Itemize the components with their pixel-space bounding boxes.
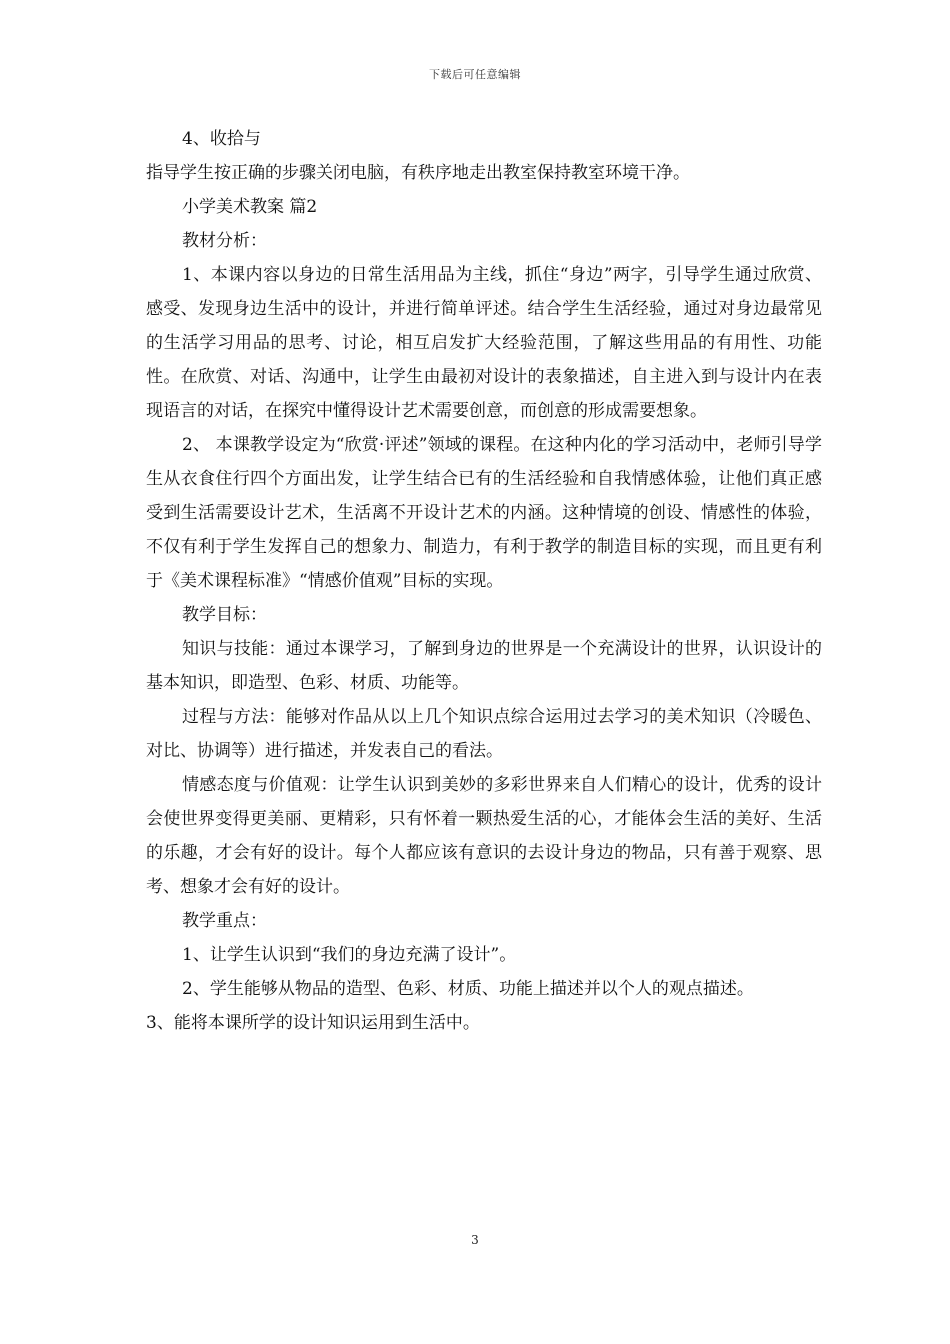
document-body <box>146 122 822 1040</box>
section-title: 小学美术教案 篇2 <box>182 197 318 217</box>
paragraph: 情感态度与价值观：让学生认识到美妙的多彩世界来自人们精心的设计，优秀的设计会使世界变得更美丽、更精彩，只有怀着一颗热爱生活的心，才能体会生活的美好、生活的乐趣，才会有好的设计。每个人都应该有意识的去设计身边的物品，只有善于观察、思考、想象才会有好的设计。 <box>146 775 822 897</box>
heading-material-analysis: 教材分析： <box>182 231 267 251</box>
paragraph: 2、 本课教学设定为“欣赏·评述”领域的课程。在这种内化的学习活动中，老师引导学生从衣食住行四个方面出发，让学生结合已有的生活经验和自我情感体验，让他们真正感受到生活需要设计艺术，生活离不开设计艺术的内涵。这种情境的创设、情感性的体验，不仅有利于学生发挥自己的想象力、制造力，有利于教学的制造目标的实现，而且更有利于《美术课程标准》“情感价值观”目标的实现。 <box>146 435 822 591</box>
paragraph: 指导学生按正确的步骤关闭电脑，有秩序地走出教室保持教室环境干净。 <box>146 163 690 183</box>
paragraph: 过程与方法：能够对作品从以上几个知识点综合运用过去学习的美术知识（冷暖色、对比、协调等）进行描述，并发表自己的看法。 <box>146 707 822 761</box>
section-item-4: 4、收拾与 <box>182 129 261 149</box>
heading-teaching-goals: 教学目标： <box>182 605 267 625</box>
list-item: 3、能将本课所学的设计知识运用到生活中。 <box>146 1013 480 1033</box>
paragraph: 1、本课内容以身边的日常生活用品为主线，抓住“身边”两字，引导学生通过欣赏、感受、发现身边生活中的设计，并进行简单评述。结合学生生活经验，通过对身边最常见的生活学习用品的思考、讨论，相互启发扩大经验范围，了解这些用品的有用性、功能性。在欣赏、对话、沟通中，让学生由最初对设计的表象描述，自主进入到与设计内在表现语言的对话，在探究中懂得设计艺术需要创意，而创意的形成需要想象。 <box>146 265 822 421</box>
list-item: 2、学生能够从物品的造型、色彩、材质、功能上描述并以个人的观点描述。 <box>182 979 754 999</box>
page-header: 下载后可任意编辑 <box>429 68 521 81</box>
list-item: 1、让学生认识到“我们的身边充满了设计”。 <box>182 945 517 965</box>
paragraph: 知识与技能：通过本课学习，了解到身边的世界是一个充满设计的世界，认识设计的基本知识，即造型、色彩、材质、功能等。 <box>146 639 822 693</box>
page-number: 3 <box>471 1233 479 1247</box>
heading-teaching-focus: 教学重点： <box>182 911 267 931</box>
